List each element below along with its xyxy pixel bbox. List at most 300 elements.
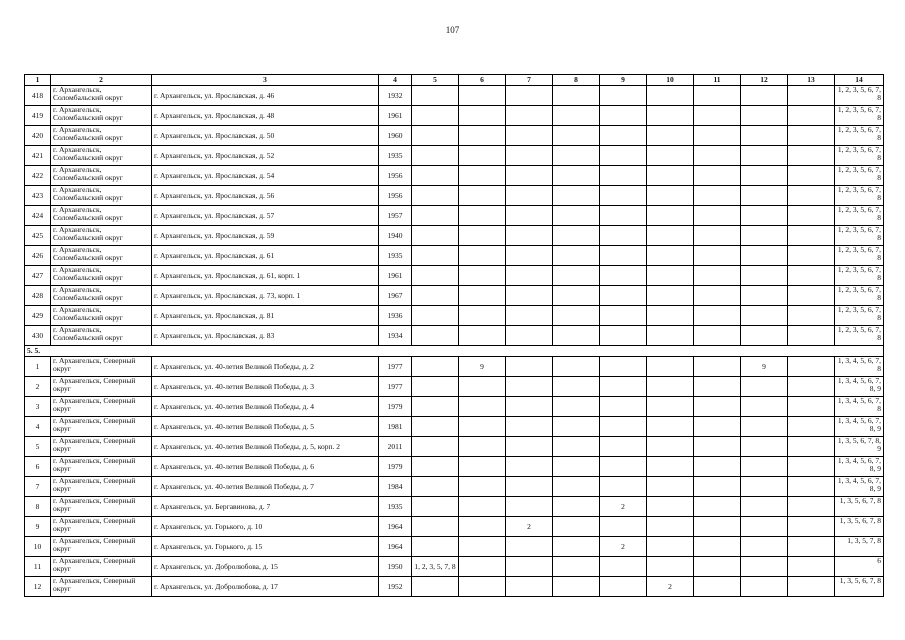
column-header: 7	[506, 75, 553, 86]
col7-cell	[506, 126, 553, 146]
table-row	[25, 206, 884, 226]
col10-cell	[647, 457, 694, 477]
column-header: 10	[647, 75, 694, 86]
col8-cell	[553, 246, 600, 266]
header-row	[25, 75, 884, 86]
col8-cell	[553, 106, 600, 126]
row-number: 428	[25, 286, 51, 306]
table-row	[25, 417, 884, 437]
col5-cell	[412, 126, 459, 146]
table-row	[25, 557, 884, 577]
col13-cell	[788, 286, 835, 306]
col10-cell	[647, 206, 694, 226]
row-number: 11	[25, 557, 51, 577]
table-row	[25, 377, 884, 397]
col14-cell: 1, 2, 3, 5, 6, 7, 8	[835, 126, 884, 146]
table-row	[25, 457, 884, 477]
col5-cell	[412, 417, 459, 437]
col13-cell	[788, 206, 835, 226]
col12-cell	[741, 146, 788, 166]
col7-cell	[506, 106, 553, 126]
address-cell: г. Архангельск, ул. 40-летия Великой Победы, д. 5	[152, 417, 379, 437]
col7-cell	[506, 246, 553, 266]
row-number: 427	[25, 266, 51, 286]
col13-cell	[788, 106, 835, 126]
col9-cell	[600, 186, 647, 206]
col12-cell	[741, 186, 788, 206]
district-cell: г. Архангельск, Соломбальский округ	[51, 246, 152, 266]
col11-cell	[694, 477, 741, 497]
col5-cell	[412, 246, 459, 266]
col7-cell	[506, 497, 553, 517]
col7-cell	[506, 306, 553, 326]
district-cell: г. Архангельск, Северный округ	[51, 457, 152, 477]
col14-cell: 1, 2, 3, 5, 6, 7, 8	[835, 206, 884, 226]
row-number: 419	[25, 106, 51, 126]
year-cell: 1952	[379, 577, 412, 597]
column-header: 4	[379, 75, 412, 86]
district-cell: г. Архангельск, Соломбальский округ	[51, 326, 152, 346]
col14-cell: 1, 3, 4, 5, 6, 7, 8, 9	[835, 417, 884, 437]
col13-cell	[788, 186, 835, 206]
address-cell: г. Архангельск, ул. Добролюбова, д. 17	[152, 577, 379, 597]
col13-cell	[788, 437, 835, 457]
col6-cell	[459, 246, 506, 266]
col11-cell	[694, 206, 741, 226]
page-number: 107	[445, 25, 460, 35]
year-cell: 1957	[379, 206, 412, 226]
year-cell: 1936	[379, 306, 412, 326]
col13-cell	[788, 517, 835, 537]
col12-cell	[741, 106, 788, 126]
column-header: 5	[412, 75, 459, 86]
address-cell: г. Архангельск, ул. Ярославская, д. 50	[152, 126, 379, 146]
col8-cell	[553, 477, 600, 497]
row-number: 424	[25, 206, 51, 226]
row-number: 418	[25, 86, 51, 106]
col5-cell	[412, 477, 459, 497]
col7-cell	[506, 286, 553, 306]
col10-cell	[647, 437, 694, 457]
col5-cell	[412, 377, 459, 397]
year-cell: 1956	[379, 166, 412, 186]
year-cell: 2011	[379, 437, 412, 457]
col8-cell	[553, 577, 600, 597]
col12-cell	[741, 206, 788, 226]
col5-cell	[412, 497, 459, 517]
col7-cell	[506, 206, 553, 226]
col14-cell: 1, 2, 3, 5, 6, 7, 8	[835, 146, 884, 166]
col6-cell	[459, 226, 506, 246]
col8-cell	[553, 146, 600, 166]
address-cell: г. Архангельск, ул. Горького, д. 15	[152, 537, 379, 557]
col10-cell	[647, 357, 694, 377]
col14-cell: 1, 2, 3, 5, 6, 7, 8	[835, 286, 884, 306]
year-cell: 1934	[379, 326, 412, 346]
address-cell: г. Архангельск, ул. Ярославская, д. 46	[152, 86, 379, 106]
district-cell: г. Архангельск, Северный округ	[51, 417, 152, 437]
col6-cell	[459, 146, 506, 166]
col5-cell	[412, 577, 459, 597]
column-header: 1	[25, 75, 51, 86]
row-number: 5	[25, 437, 51, 457]
col11-cell	[694, 437, 741, 457]
table-row	[25, 226, 884, 246]
col11-cell	[694, 106, 741, 126]
district-cell: г. Архангельск, Северный округ	[51, 477, 152, 497]
col11-cell	[694, 86, 741, 106]
col12-cell	[741, 537, 788, 557]
district-cell: г. Архангельск, Северный округ	[51, 377, 152, 397]
col12-cell	[741, 457, 788, 477]
col13-cell	[788, 166, 835, 186]
col6-cell	[459, 477, 506, 497]
col12-cell	[741, 126, 788, 146]
col12-cell	[741, 377, 788, 397]
district-cell: г. Архангельск, Соломбальский округ	[51, 286, 152, 306]
district-cell: г. Архангельск, Соломбальский округ	[51, 306, 152, 326]
col10-cell: 2	[647, 577, 694, 597]
year-cell: 1981	[379, 417, 412, 437]
year-cell: 1977	[379, 357, 412, 377]
col13-cell	[788, 577, 835, 597]
col13-cell	[788, 86, 835, 106]
col12-cell: 9	[741, 357, 788, 377]
address-cell: г. Архангельск, ул. Горького, д. 10	[152, 517, 379, 537]
col6-cell	[459, 266, 506, 286]
year-cell: 1960	[379, 126, 412, 146]
col9-cell	[600, 557, 647, 577]
col11-cell	[694, 306, 741, 326]
table-row	[25, 517, 884, 537]
col9-cell	[600, 286, 647, 306]
row-number: 430	[25, 326, 51, 346]
col11-cell	[694, 577, 741, 597]
col9-cell	[600, 397, 647, 417]
col8-cell	[553, 537, 600, 557]
col14-cell: 1, 3, 4, 5, 6, 7, 8, 9	[835, 477, 884, 497]
district-cell: г. Архангельск, Соломбальский округ	[51, 146, 152, 166]
address-cell: г. Архангельск, ул. 40-летия Великой Победы, д. 3	[152, 377, 379, 397]
col5-cell	[412, 457, 459, 477]
col6-cell	[459, 537, 506, 557]
col7-cell	[506, 357, 553, 377]
col6-cell	[459, 517, 506, 537]
col5-cell	[412, 537, 459, 557]
row-number: 425	[25, 226, 51, 246]
col5-cell: 1, 2, 3, 5, 7, 8	[412, 557, 459, 577]
col13-cell	[788, 146, 835, 166]
col8-cell	[553, 306, 600, 326]
col13-cell	[788, 126, 835, 146]
district-cell: г. Архангельск, Соломбальский округ	[51, 86, 152, 106]
col12-cell	[741, 266, 788, 286]
col14-cell: 1, 3, 5, 6, 7, 8	[835, 517, 884, 537]
col7-cell: 2	[506, 517, 553, 537]
col8-cell	[553, 417, 600, 437]
col10-cell	[647, 266, 694, 286]
col8-cell	[553, 266, 600, 286]
table-row	[25, 186, 884, 206]
col11-cell	[694, 326, 741, 346]
district-cell: г. Архангельск, Северный округ	[51, 357, 152, 377]
col9-cell: 2	[600, 537, 647, 557]
col6-cell	[459, 377, 506, 397]
col8-cell	[553, 286, 600, 306]
col9-cell	[600, 417, 647, 437]
address-cell: г. Архангельск, ул. 40-летия Великой Победы, д. 2	[152, 357, 379, 377]
col11-cell	[694, 377, 741, 397]
col6-cell	[459, 457, 506, 477]
col12-cell	[741, 326, 788, 346]
year-cell: 1967	[379, 286, 412, 306]
col9-cell	[600, 377, 647, 397]
col9-cell	[600, 437, 647, 457]
col13-cell	[788, 477, 835, 497]
col6-cell	[459, 397, 506, 417]
col13-cell	[788, 397, 835, 417]
col11-cell	[694, 397, 741, 417]
col13-cell	[788, 377, 835, 397]
address-cell: г. Архангельск, ул. Ярославская, д. 83	[152, 326, 379, 346]
district-cell: г. Архангельск, Северный округ	[51, 557, 152, 577]
col8-cell	[553, 457, 600, 477]
col9-cell	[600, 457, 647, 477]
col8-cell	[553, 497, 600, 517]
row-number: 8	[25, 497, 51, 517]
address-cell: г. Архангельск, ул. 40-летия Великой Победы, д. 5, корп. 2	[152, 437, 379, 457]
col8-cell	[553, 126, 600, 146]
col14-cell: 1, 2, 3, 5, 6, 7, 8	[835, 226, 884, 246]
table-row	[25, 497, 884, 517]
district-cell: г. Архангельск, Северный округ	[51, 517, 152, 537]
col13-cell	[788, 417, 835, 437]
col10-cell	[647, 226, 694, 246]
col10-cell	[647, 306, 694, 326]
year-cell: 1950	[379, 557, 412, 577]
row-number: 7	[25, 477, 51, 497]
table-row	[25, 106, 884, 126]
column-header: 11	[694, 75, 741, 86]
col5-cell	[412, 306, 459, 326]
col7-cell	[506, 397, 553, 417]
row-number: 420	[25, 126, 51, 146]
table-row	[25, 577, 884, 597]
col12-cell	[741, 557, 788, 577]
col7-cell	[506, 577, 553, 597]
col11-cell	[694, 286, 741, 306]
col6-cell	[459, 186, 506, 206]
col9-cell	[600, 357, 647, 377]
district-cell: г. Архангельск, Соломбальский округ	[51, 186, 152, 206]
col14-cell: 1, 2, 3, 5, 6, 7, 8	[835, 166, 884, 186]
address-cell: г. Архангельск, ул. Ярославская, д. 61	[152, 246, 379, 266]
district-cell: г. Архангельск, Соломбальский округ	[51, 266, 152, 286]
column-header: 3	[152, 75, 379, 86]
row-number: 9	[25, 517, 51, 537]
col7-cell	[506, 266, 553, 286]
col6-cell	[459, 577, 506, 597]
col6-cell	[459, 497, 506, 517]
year-cell: 1964	[379, 537, 412, 557]
section-row	[25, 346, 884, 357]
col12-cell	[741, 417, 788, 437]
year-cell: 1984	[379, 477, 412, 497]
column-header: 2	[51, 75, 152, 86]
col13-cell	[788, 457, 835, 477]
col11-cell	[694, 517, 741, 537]
col10-cell	[647, 326, 694, 346]
col11-cell	[694, 166, 741, 186]
col10-cell	[647, 557, 694, 577]
col5-cell	[412, 326, 459, 346]
col7-cell	[506, 557, 553, 577]
col10-cell	[647, 246, 694, 266]
year-cell: 1977	[379, 377, 412, 397]
col9-cell	[600, 517, 647, 537]
col9-cell	[600, 166, 647, 186]
district-cell: г. Архангельск, Северный округ	[51, 577, 152, 597]
year-cell: 1956	[379, 186, 412, 206]
col10-cell	[647, 126, 694, 146]
col14-cell: 1, 3, 5, 6, 7, 8	[835, 497, 884, 517]
district-cell: г. Архангельск, Соломбальский округ	[51, 226, 152, 246]
col13-cell	[788, 357, 835, 377]
register-table	[24, 74, 884, 597]
district-cell: г. Архангельск, Северный округ	[51, 537, 152, 557]
col8-cell	[553, 326, 600, 346]
table-row	[25, 477, 884, 497]
col8-cell	[553, 86, 600, 106]
table-row	[25, 437, 884, 457]
year-cell: 1979	[379, 397, 412, 417]
col14-cell: 1, 3, 4, 5, 6, 7, 8, 9	[835, 457, 884, 477]
col7-cell	[506, 166, 553, 186]
district-cell: г. Архангельск, Соломбальский округ	[51, 166, 152, 186]
district-cell: г. Архангельск, Северный округ	[51, 397, 152, 417]
col5-cell	[412, 286, 459, 306]
table-body-section-a	[25, 86, 884, 346]
year-cell: 1935	[379, 246, 412, 266]
col10-cell	[647, 477, 694, 497]
col6-cell	[459, 126, 506, 146]
col13-cell	[788, 226, 835, 246]
col6-cell	[459, 166, 506, 186]
col6-cell	[459, 306, 506, 326]
table-row	[25, 166, 884, 186]
col9-cell	[600, 226, 647, 246]
col12-cell	[741, 166, 788, 186]
col8-cell	[553, 186, 600, 206]
address-cell: г. Архангельск, ул. 40-летия Великой Победы, д. 4	[152, 397, 379, 417]
col8-cell	[553, 226, 600, 246]
col5-cell	[412, 226, 459, 246]
row-number: 423	[25, 186, 51, 206]
district-cell: г. Архангельск, Северный округ	[51, 497, 152, 517]
table-row	[25, 146, 884, 166]
col14-cell: 1, 3, 4, 5, 6, 7, 8	[835, 357, 884, 377]
col9-cell: 2	[600, 497, 647, 517]
col10-cell	[647, 86, 694, 106]
col9-cell	[600, 106, 647, 126]
col11-cell	[694, 457, 741, 477]
col9-cell	[600, 246, 647, 266]
col5-cell	[412, 206, 459, 226]
col7-cell	[506, 377, 553, 397]
address-cell: г. Архангельск, ул. Ярославская, д. 52	[152, 146, 379, 166]
col13-cell	[788, 557, 835, 577]
col10-cell	[647, 186, 694, 206]
row-number: 10	[25, 537, 51, 557]
col9-cell	[600, 206, 647, 226]
col14-cell: 1, 2, 3, 5, 6, 7, 8	[835, 326, 884, 346]
col7-cell	[506, 457, 553, 477]
year-cell: 1979	[379, 457, 412, 477]
col14-cell: 1, 3, 4, 5, 6, 7, 8, 9	[835, 377, 884, 397]
col10-cell	[647, 106, 694, 126]
col12-cell	[741, 86, 788, 106]
col12-cell	[741, 306, 788, 326]
col14-cell: 1, 3, 4, 5, 6, 7, 8	[835, 397, 884, 417]
col11-cell	[694, 557, 741, 577]
col14-cell: 1, 2, 3, 5, 6, 7, 8	[835, 106, 884, 126]
col9-cell	[600, 477, 647, 497]
table-row	[25, 86, 884, 106]
col6-cell	[459, 86, 506, 106]
address-cell: г. Архангельск, ул. Ярославская, д. 54	[152, 166, 379, 186]
col14-cell: 1, 2, 3, 5, 6, 7, 8	[835, 266, 884, 286]
col9-cell	[600, 306, 647, 326]
table-body-section-b	[25, 357, 884, 597]
col11-cell	[694, 146, 741, 166]
col12-cell	[741, 397, 788, 417]
address-cell: г. Архангельск, ул. Ярославская, д. 73, корп. 1	[152, 286, 379, 306]
row-number: 429	[25, 306, 51, 326]
row-number: 422	[25, 166, 51, 186]
col12-cell	[741, 437, 788, 457]
col6-cell	[459, 286, 506, 306]
col8-cell	[553, 397, 600, 417]
col5-cell	[412, 397, 459, 417]
table-row	[25, 286, 884, 306]
address-cell: г. Архангельск, ул. Ярославская, д. 57	[152, 206, 379, 226]
col6-cell	[459, 437, 506, 457]
col8-cell	[553, 357, 600, 377]
col11-cell	[694, 497, 741, 517]
col14-cell: 1, 3, 5, 6, 7, 8	[835, 577, 884, 597]
col13-cell	[788, 246, 835, 266]
col5-cell	[412, 86, 459, 106]
col12-cell	[741, 577, 788, 597]
col12-cell	[741, 517, 788, 537]
col7-cell	[506, 326, 553, 346]
year-cell: 1935	[379, 146, 412, 166]
col11-cell	[694, 126, 741, 146]
table-row	[25, 306, 884, 326]
col10-cell	[647, 537, 694, 557]
table-row	[25, 266, 884, 286]
column-header: 14	[835, 75, 884, 86]
address-cell: г. Архангельск, ул. Ярославская, д. 81	[152, 306, 379, 326]
district-cell: г. Архангельск, Соломбальский округ	[51, 206, 152, 226]
col9-cell	[600, 86, 647, 106]
col7-cell	[506, 146, 553, 166]
column-header: 13	[788, 75, 835, 86]
col14-cell: 1, 2, 3, 5, 6, 7, 8	[835, 86, 884, 106]
col13-cell	[788, 306, 835, 326]
col13-cell	[788, 537, 835, 557]
table-row	[25, 326, 884, 346]
